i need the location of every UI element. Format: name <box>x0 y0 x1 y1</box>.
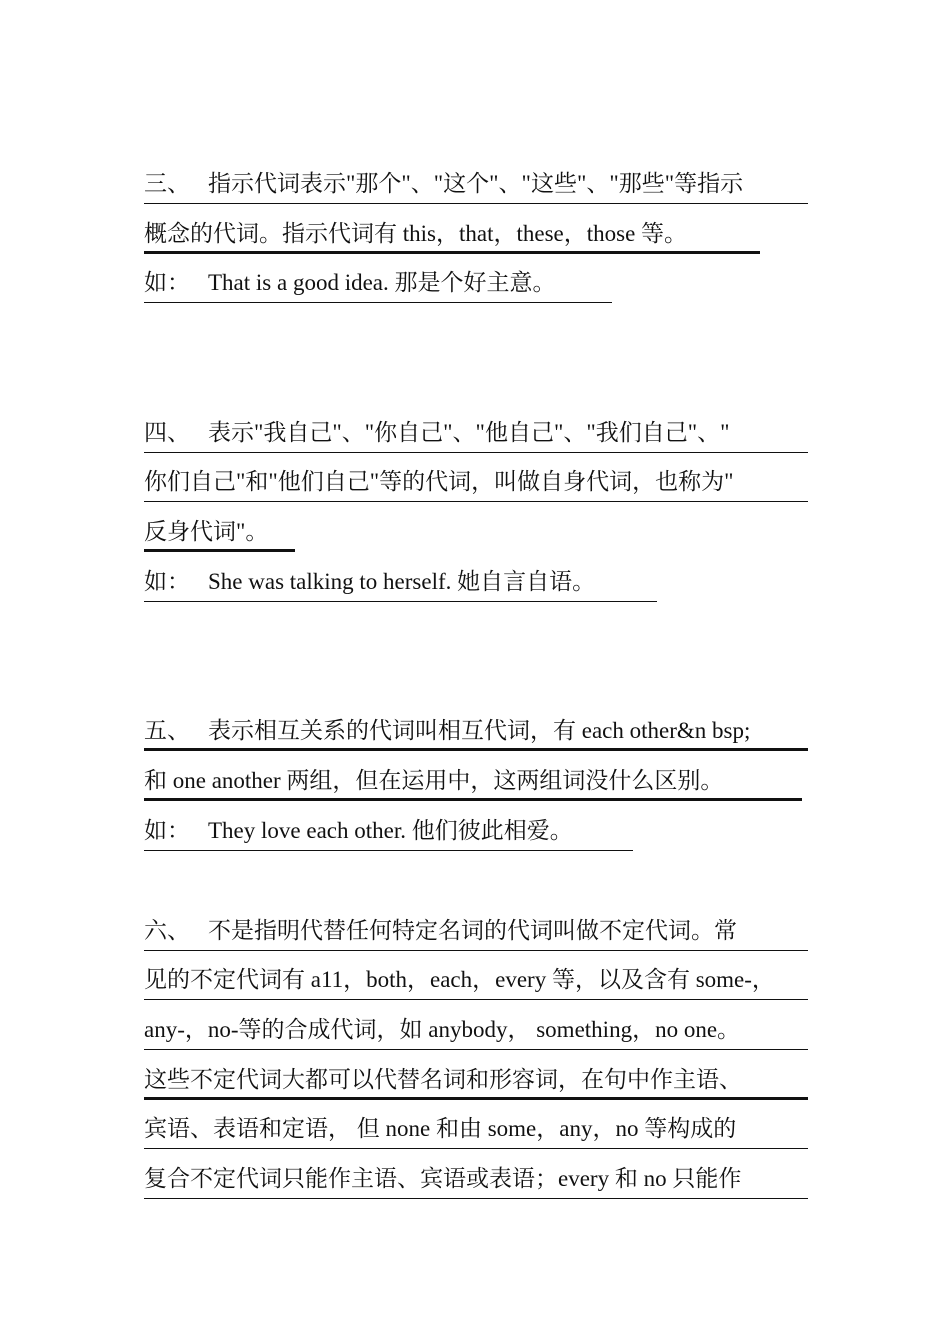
section-3-example <box>144 263 612 303</box>
section-number: 四、 <box>144 420 190 445</box>
section-text: 和 one another 两组，但在运用中，这两组词没什么区别。 <box>144 768 724 793</box>
section-text: 表示"我自己"、"你自己"、"他自己"、"我们自己"、" <box>208 420 730 445</box>
section-4-example <box>144 562 657 602</box>
section-5-example <box>144 811 633 851</box>
example-text: They love each other. 他们彼此相爱。 <box>208 818 573 843</box>
section-text: 复合不定代词只能作主语、宾语或表语；every 和 no 只能作 <box>144 1166 742 1191</box>
section-text: any-，no-等的合成代词，如 anybody， something，no one。 <box>144 1017 741 1042</box>
section-6-line-1 <box>144 911 808 951</box>
section-6-line-2 <box>144 960 808 1000</box>
section-text: 这些不定代词大都可以代替名词和形容词，在句中作主语、 <box>144 1067 742 1092</box>
example-prefix: 如： <box>144 270 190 295</box>
example-prefix: 如： <box>144 569 190 594</box>
section-text: 宾语、表语和定语， 但 none 和由 some，any，no 等构成的 <box>144 1116 737 1141</box>
section-4-line-1 <box>144 413 808 453</box>
section-text: 概念的代词。指示代词有 this，that，these，those 等。 <box>144 221 688 246</box>
section-6-line-4 <box>144 1060 808 1100</box>
section-6-line-5 <box>144 1109 808 1149</box>
section-number: 六、 <box>144 918 190 943</box>
section-text: 不是指明代替任何特定名词的代词叫做不定代词。常 <box>208 918 737 943</box>
section-text: 反身代词"。 <box>144 519 269 544</box>
example-text: She was talking to herself. 她自言自语。 <box>208 569 596 594</box>
section-3-line-2 <box>144 214 760 254</box>
section-6-line-3 <box>144 1010 808 1050</box>
section-5-line-2 <box>144 761 802 801</box>
section-text: 表示相互关系的代词叫相互代词，有 each other&n bsp; <box>208 718 751 743</box>
section-6-line-6 <box>144 1159 808 1199</box>
section-number: 五、 <box>144 718 190 743</box>
example-text: That is a good idea. 那是个好主意。 <box>208 270 556 295</box>
section-text: 指示代词表示"那个"、"这个"、"这些"、"那些"等指示 <box>208 171 744 196</box>
section-text: 你们自己"和"他们自己"等的代词，叫做自身代词，也称为" <box>144 469 734 494</box>
section-text: 见的不定代词有 a11，both，each，every 等，以及含有 some-， <box>144 967 775 992</box>
section-4-line-2 <box>144 462 808 502</box>
section-5-line-1 <box>144 711 808 751</box>
section-3-line-1 <box>144 164 808 204</box>
section-4-line-3 <box>144 512 295 552</box>
example-prefix: 如： <box>144 818 190 843</box>
section-number: 三、 <box>144 171 190 196</box>
